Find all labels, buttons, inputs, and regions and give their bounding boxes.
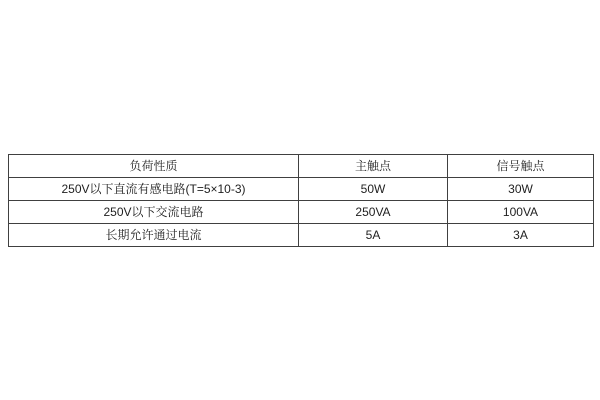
load-capacity-table — [8, 154, 594, 247]
header-load-nature: 负荷性质 — [9, 155, 299, 178]
cell-signal-long-term-current: 3A — [448, 224, 594, 247]
header-signal-contact: 信号触点 — [448, 155, 594, 178]
cell-signal-dc-inductive: 30W — [448, 178, 594, 201]
table-header-row — [9, 155, 594, 178]
cell-load-ac-circuit: 250V以下交流电路 — [9, 201, 299, 224]
cell-signal-ac-circuit: 100VA — [448, 201, 594, 224]
cell-main-long-term-current: 5A — [299, 224, 448, 247]
cell-main-dc-inductive: 50W — [299, 178, 448, 201]
table-row — [9, 178, 594, 201]
cell-load-dc-inductive: 250V以下直流有感电路(T=5×10-3) — [9, 178, 299, 201]
table-row — [9, 201, 594, 224]
cell-main-ac-circuit: 250VA — [299, 201, 448, 224]
header-main-contact: 主触点 — [299, 155, 448, 178]
table-row — [9, 224, 594, 247]
cell-load-long-term-current: 长期允许通过电流 — [9, 224, 299, 247]
